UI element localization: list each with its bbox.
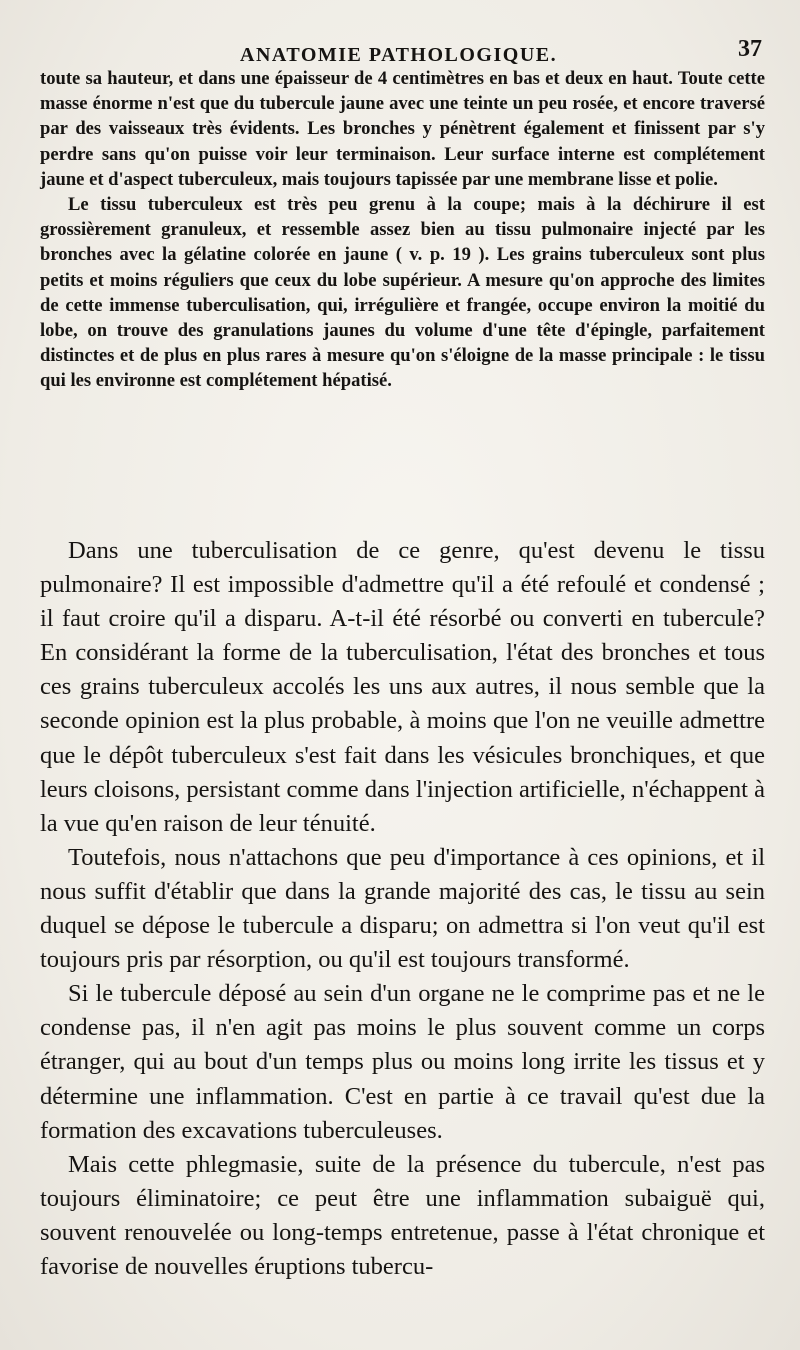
paragraph-2: Toutefois, nous n'attachons que peu d'importance à ces opinions, et il nous suffit d'établir que dans la grande majorité des cas, le tissu au sein duquel se dépose le tubercule a disparu; on admettra si l'on veut qu'il est toujours pris par résorption, ou qu'il est toujours transformé. [40, 843, 765, 974]
small-paragraph-2: Le tissu tuberculeux est très peu grenu à la coupe; mais à la déchirure il est grossièrement granuleux, et ressemble assez bien au tissu pulmonaire injecté par les bronches avec la gélatine colorée en jaune ( v. p. 19 ). Les grains tuberculeux sont plus petits et moins réguliers que ceux du lobe supérieur. A mesure qu'on approche des limites de cette immense tuberculisation, qui, irrégulière et frangée, occupe environ la moitié du lobe, on trouve des granulations jaunes du volume d'une tête d'épingle, parfaitement distinctes et de plus en plus rares à mesure qu'on s'éloigne de la masse principale : le tissu qui les environne est complétement hépatisé. [40, 194, 765, 392]
main-text-block [40, 534, 765, 1284]
paragraph-4: Mais cette phlegmasie, suite de la présence du tubercule, n'est pas toujours éliminatoire; ce peut être une inflammation subaiguë qui, souvent renouvelée ou long-temps entretenue, passe à l'état chronique et favorise de nouvelles éruptions tubercu- [40, 1150, 765, 1280]
small-print-block [40, 66, 765, 394]
paragraph-3: Si le tubercule déposé au sein d'un organe ne le comprime pas et ne le condense pas, il n'en agit pas moins le plus souvent comme un corps étranger, qui au bout d'un temps plus ou moins long irrite les tissus et y détermine une inflammation. C'est en partie à ce travail qu'est due la formation des excavations tuberculeuses. [40, 980, 765, 1144]
small-paragraph-1: toute sa hauteur, et dans une épaisseur de 4 centimètres en bas et deux en haut. Toute cette masse énorme n'est que du tubercule jaune avec une teinte un peu rosée, et encore traversé par des vaisseaux très évidents. Les bronches y pénètrent également et finissent par s'y perdre sans qu'on puisse voir leur terminaison. Leur surface interne est complétement jaune et d'aspect tuberculeux, mais toujours tapissée par une membrane lisse et polie. [40, 68, 765, 190]
paragraph-1: Dans une tuberculisation de ce genre, qu'est devenu le tissu pulmonaire? Il est impossible d'admettre qu'il a été refoulé et condensé ; il faut croire qu'il a disparu. A-t-il été résorbé ou converti en tubercule? En considérant la forme de la tuberculisation, l'état des bronches et tous ces grains tuberculeux accolés les uns aux autres, il nous semble que la seconde opinion est la plus probable, à moins que l'on ne veuille admettre que le dépôt tuberculeux s'est fait dans les vésicules bronchiques, et que leurs cloisons, persistant comme dans l'injection artificielle, n'échappent à la vue qu'en raison de leur ténuité. [40, 537, 765, 837]
page-number: 37 [738, 36, 762, 62]
running-title: ANATOMIE PATHOLOGIQUE. [240, 44, 558, 66]
